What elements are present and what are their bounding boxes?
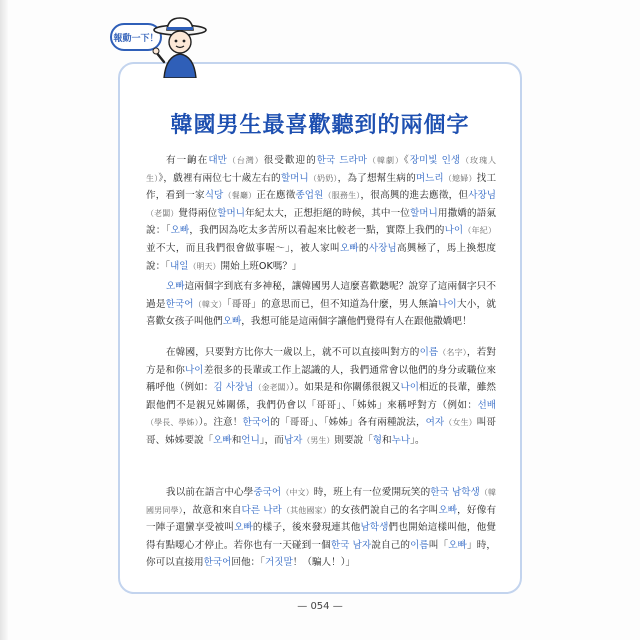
paragraph-text: 開始上班OK嗎？」 [220, 260, 302, 272]
paragraph-text: 找工作，看到一家 [146, 172, 497, 202]
paragraph-text: ，故意和來自 [182, 504, 242, 516]
translation-gloss: （台灣） [226, 156, 264, 165]
paragraph-text: 回他：「 [231, 557, 265, 569]
paragraph-text: 叫哥哥、姊姊要說「 [146, 417, 497, 446]
korean-term: 선배 [477, 399, 496, 411]
paragraph-text: 這兩個字到底有多神秘，讓韓國男人這麼喜歡聽呢？說穿了這兩個字只不過是 [146, 281, 496, 310]
paragraph-text: 的女孩們說自己的名字叫 [331, 504, 439, 516]
paragraph-text: 們也開始這樣叫他，他覺得有點噁心才停止。若你也有一天碰到一個 [146, 522, 497, 551]
page-title: 韓國男生最喜歡聽到的兩個字 [170, 112, 470, 138]
paragraph [146, 484, 496, 574]
korean-term: 오빠 [166, 281, 185, 292]
korean-term: 내일 [169, 260, 189, 272]
translation-gloss: （女生） [444, 418, 477, 428]
paragraph-text: 用撒嬌的語氣說：「 [146, 207, 497, 237]
paragraph-text: 很受歡迎的 [263, 155, 317, 166]
korean-term: 이름 [419, 347, 439, 358]
translation-gloss: （服務生） [323, 191, 361, 201]
korean-term: 오빠 [213, 434, 232, 446]
korean-term: 나이 [438, 298, 457, 310]
translation-gloss: （金老闆） [253, 383, 290, 393]
korean-term: 나이 [444, 225, 464, 237]
translation-gloss: （中文） [281, 488, 314, 497]
paragraph-text: 叫「 [428, 539, 449, 551]
korean-term: 할머니 [410, 207, 438, 219]
korean-term: 한국 남자 [330, 539, 372, 551]
speech-bubble-text: 報動一下！ [113, 33, 159, 44]
paragraph-text: ，很高興的進去應徵，但 [360, 190, 469, 202]
korean-term: 종업원 [295, 190, 324, 202]
korean-term: 오빠 [339, 242, 359, 254]
translation-gloss: （其他國家） [281, 505, 331, 515]
paragraph-text: 和 [382, 434, 392, 446]
translation-gloss: （學長、學姊） [146, 418, 199, 428]
korean-term: 언니 [241, 434, 260, 446]
paragraph [146, 278, 496, 334]
paragraph [146, 344, 496, 474]
paragraph [146, 152, 497, 272]
paragraph-text: 」時，你可以直接用 [146, 539, 497, 569]
paragraph-text: 的樣子，後來發現連其他 [252, 522, 361, 534]
paragraph-text: 和 [231, 434, 242, 446]
paragraph-text: 相近的長輩，雖然跟他們不是親兄姊關係，我們仍會以「哥哥」、「姊姊」來稱呼對方（例如： [146, 382, 497, 411]
korean-term: 남자 [283, 434, 303, 446]
translation-gloss: （年紀） [463, 226, 497, 236]
korean-term: 식당 [204, 190, 224, 202]
paragraph-text: 在韓國，只要對方比你大一歲以上，就不可以直接叫對方的 [166, 347, 420, 358]
korean-term: 나이 [400, 382, 420, 394]
translation-gloss: （媳婦） [443, 173, 477, 183]
korean-term: 다른 나라 [241, 504, 282, 516]
korean-term: 오빠 [234, 522, 253, 534]
paragraph-text: 高興極了，馬上換想度說：「 [146, 242, 497, 272]
korean-term: 대만 [208, 155, 227, 166]
paragraph-text: 」。 [410, 434, 425, 446]
korean-term: 거짓말 [264, 557, 293, 569]
korean-term: 한국 드라마 [316, 155, 368, 166]
paragraph-text: 正在應徵 [256, 190, 296, 202]
korean-term: 오빠 [438, 504, 457, 516]
paragraph-text: 《 [403, 155, 410, 166]
translation-gloss: （韓劇） [367, 156, 404, 165]
paragraph-text: 並不大，而且我們很會做事喔～」，被人家叫 [146, 242, 340, 254]
mascot-illustration [148, 14, 212, 78]
translation-gloss: （玫瑰人生） [146, 156, 497, 183]
korean-term: 이름 [410, 539, 429, 551]
korean-term: 형 [372, 434, 383, 446]
korean-term: 장미빛 인생 [409, 155, 461, 166]
korean-term: 사장님 [368, 242, 397, 254]
translation-gloss: （男生） [302, 435, 335, 445]
translation-gloss: （韓文） [193, 299, 227, 309]
korean-term: 할머니 [217, 207, 246, 219]
korean-term: 오빠 [448, 539, 467, 551]
article-body [146, 152, 496, 584]
korean-term: 며느리 [415, 172, 444, 184]
translation-gloss: （明天） [188, 261, 221, 271]
paragraph-text: ，好像有一陣子還蠻享受被叫 [146, 504, 497, 534]
paragraph-text: 有一齣在 [166, 155, 209, 166]
paragraph-text: 年紀太大，正想拒絕的時候，其中一位 [245, 207, 411, 219]
paragraph-text: 時，班上有一位愛開玩笑的 [313, 487, 431, 498]
korean-term: 김 사장님 [213, 382, 254, 394]
paragraph-text: ，為了想幫生病的 [337, 172, 416, 184]
page-number: — 054 — [297, 601, 343, 612]
paragraph-text: 「哥哥」的意思而已，但不知道為什麼，男人無論 [226, 298, 439, 310]
translation-gloss: （名字） [438, 348, 467, 357]
paragraph-text: 》，戲裡有兩位七十歲左右的 [158, 172, 281, 184]
page-binding-edge [0, 0, 8, 640]
translation-gloss: （韓國男同學） [146, 488, 497, 515]
korean-term: 나이 [185, 364, 204, 376]
korean-term: 한국어 [203, 557, 232, 569]
paragraph-text: ）。如果是和你關係很親又 [289, 382, 401, 394]
paragraph-text: ！（騙人！）」 [292, 557, 356, 569]
paragraph-text: 差很多的長輩或工作上認識的人，我們通常會以他們的身分或職位來稱呼他（例如： [146, 364, 497, 394]
korean-term: 한국어 [242, 417, 271, 429]
korean-term: 오빠 [222, 316, 242, 328]
korean-term: 남학생 [360, 522, 389, 534]
korean-term: 사장님 [468, 190, 497, 202]
paragraph-text: 覺得兩位 [178, 207, 218, 219]
paragraph-text: 大小，就喜歡女孩子叫他們 [146, 298, 497, 328]
translation-gloss: （餐廳） [223, 191, 257, 201]
korean-term: 여자 [425, 417, 445, 429]
korean-term: 한국 남학생 [430, 487, 480, 498]
korean-term: 오빠 [170, 225, 190, 237]
paragraph-text: ，我想可能是這兩個字讓他們覺得有人在跟他撒嬌吧！ [241, 316, 472, 328]
paragraph-text: ，若對方是和你 [146, 347, 497, 376]
paragraph-text: 說自己的 [371, 539, 411, 551]
korean-term: 한국어 [165, 298, 194, 310]
paragraph-text: 的「哥哥」、「姊姊」各有兩種說法， [270, 417, 426, 429]
paragraph-text: ，我們因為吃太多苦所以看起來比較老一點，實際上我們的 [189, 225, 445, 237]
translation-gloss: （老闆） [146, 208, 179, 218]
korean-term: 누나 [391, 434, 411, 446]
paragraph-text: 我以前在語言中心學 [166, 487, 254, 498]
korean-term: 할머니 [280, 172, 309, 184]
translation-gloss: （奶奶） [308, 173, 338, 183]
korean-term: 중국어 [253, 487, 282, 498]
paragraph-text: ）。注意！ [198, 417, 243, 429]
paragraph-text: 的 [358, 242, 369, 254]
paragraph-text: 」，而 [259, 434, 284, 446]
paragraph-text: 則要說「 [334, 434, 373, 446]
